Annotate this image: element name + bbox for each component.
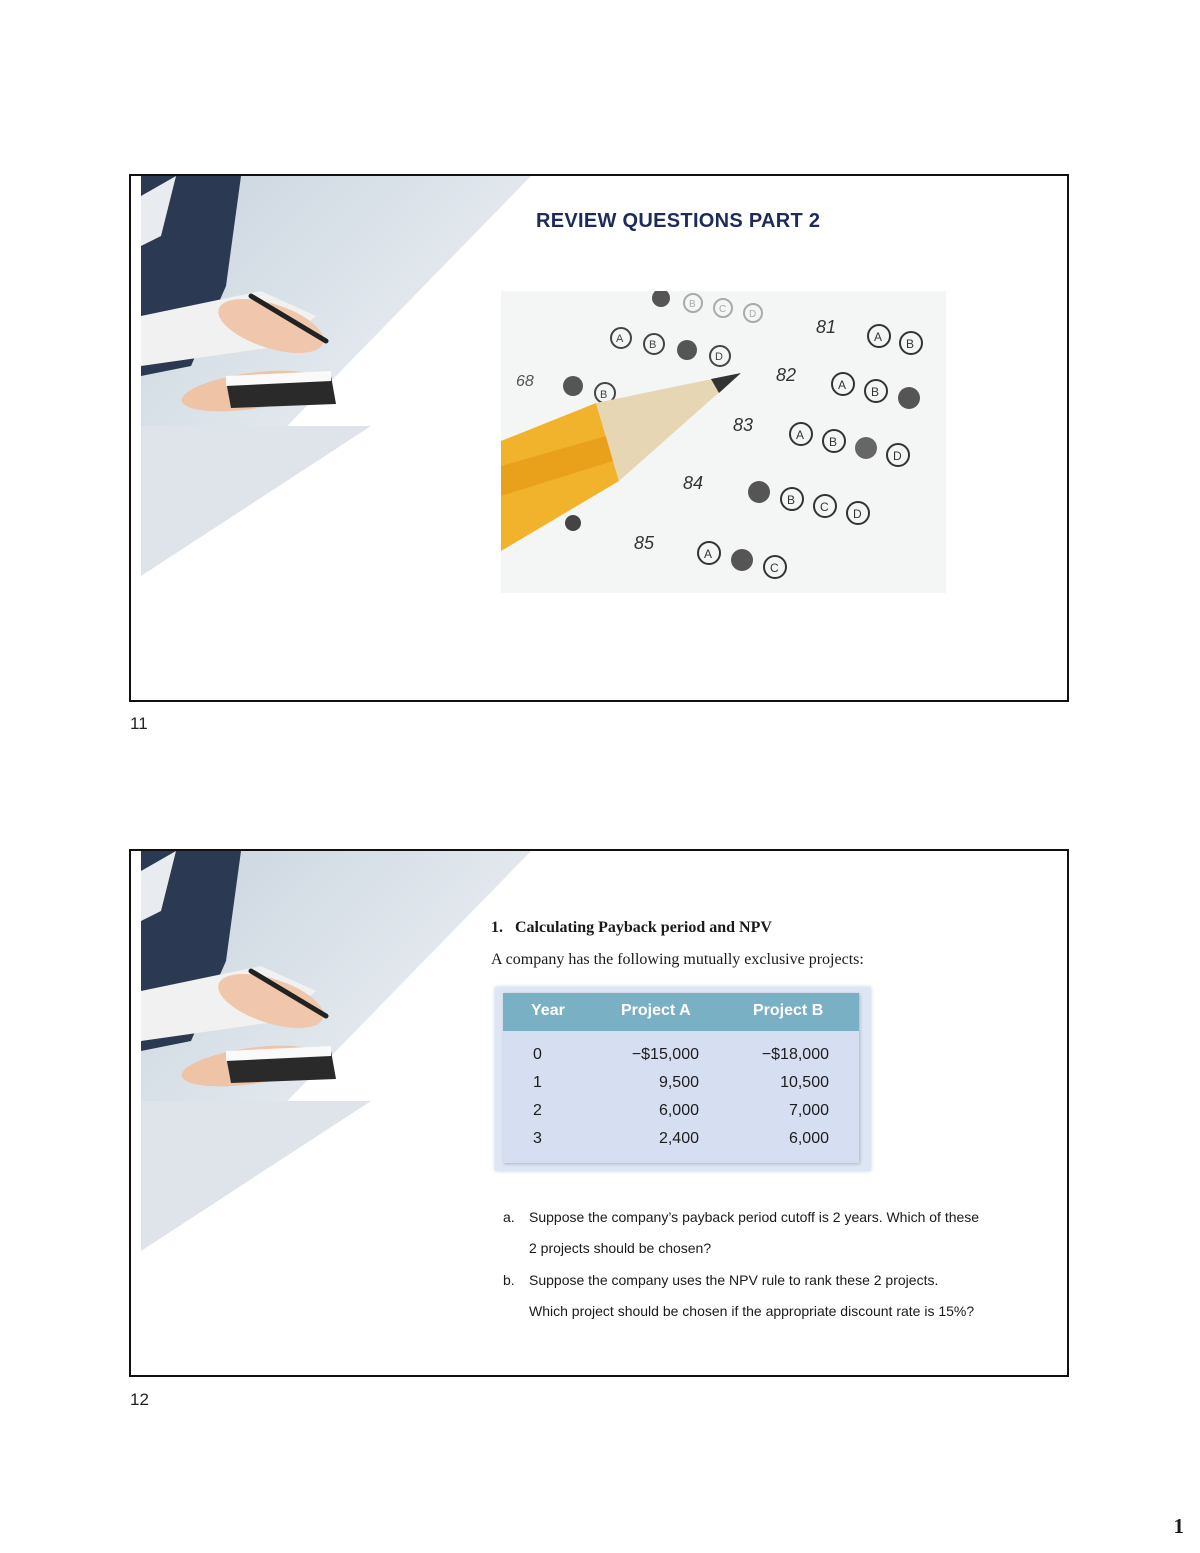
col-header-year: Year	[531, 1002, 565, 1019]
answer-sheet-pencil-photo	[501, 291, 946, 593]
bubble-option: A	[704, 547, 713, 561]
bubble-option: C	[820, 500, 829, 514]
question-marker: a.	[503, 1209, 515, 1225]
cell-project-a: −$15,000	[631, 1046, 699, 1063]
bubble-option: B	[829, 435, 838, 449]
cell-project-a: 2,400	[658, 1130, 699, 1147]
slide-title: REVIEW QUESTIONS PART 2	[536, 210, 821, 232]
question-b	[503, 1265, 1063, 1329]
table-header	[503, 993, 859, 1031]
row-label-84: 84	[683, 473, 704, 493]
question-text-line1: Suppose the company’s payback period cutoff is 2 years. Which of these	[529, 1209, 980, 1225]
slide-11	[129, 174, 1069, 702]
bubble-option: A	[838, 378, 847, 392]
question-heading	[491, 919, 772, 937]
cell-year: 0	[533, 1046, 542, 1063]
bubble-option: B	[871, 385, 880, 399]
question-text-line2: Which project should be chosen if the appropriate discount rate is 15%?	[529, 1303, 975, 1319]
cell-project-b: 10,500	[780, 1074, 829, 1091]
bubble-option: D	[715, 351, 723, 363]
bubble-option: B	[787, 493, 796, 507]
bubble-option: B	[600, 389, 608, 401]
row-label-83: 83	[733, 415, 754, 435]
slide-number: 11	[130, 714, 148, 733]
cell-year: 3	[533, 1130, 542, 1147]
cell-project-b: 7,000	[788, 1102, 829, 1119]
projects-table	[495, 987, 871, 1171]
row-label-68: 68	[516, 373, 534, 390]
bubble-option: D	[893, 449, 902, 463]
question-a	[503, 1202, 1063, 1266]
office-desk-photo	[131, 851, 551, 1251]
row-label-81: 81	[816, 317, 837, 337]
page-number: 1	[1173, 1514, 1184, 1538]
bubble-option: B	[906, 337, 915, 351]
cell-year: 2	[533, 1102, 542, 1119]
cell-project-b: 6,000	[788, 1130, 829, 1147]
bubble-option: A	[874, 330, 883, 344]
bubble-option: B	[689, 299, 696, 310]
bubble-option: D	[853, 507, 862, 521]
slide-12	[129, 849, 1069, 1377]
row-label-85: 85	[634, 533, 655, 553]
question-text-line1: Suppose the company uses the NPV rule to rank these 2 projects.	[529, 1272, 939, 1288]
bubble-option: B	[649, 339, 657, 351]
office-desk-photo	[131, 176, 551, 576]
question-marker: b.	[503, 1272, 515, 1288]
question-text-line2: 2 projects should be chosen?	[529, 1240, 712, 1256]
cell-project-a: 6,000	[658, 1102, 699, 1119]
cell-project-b: −$18,000	[761, 1046, 829, 1063]
cell-year: 1	[533, 1074, 542, 1091]
bubble-option: C	[770, 561, 779, 575]
table-body	[503, 993, 859, 1163]
col-header-project-b: Project B	[753, 1002, 824, 1019]
row-label-82: 82	[776, 365, 797, 385]
question-number: 1.	[491, 919, 503, 936]
bubble-option: D	[749, 309, 757, 320]
cell-project-a: 9,500	[658, 1074, 699, 1091]
question-intro: A company has the following mutually exclusive projects:	[491, 951, 864, 968]
bubble-option: A	[616, 333, 624, 345]
slide-number: 12	[130, 1390, 149, 1409]
bubble-option: A	[796, 428, 805, 442]
question-title: Calculating Payback period and NPV	[515, 919, 772, 936]
col-header-project-a: Project A	[621, 1002, 691, 1019]
bubble-option: C	[719, 304, 727, 315]
